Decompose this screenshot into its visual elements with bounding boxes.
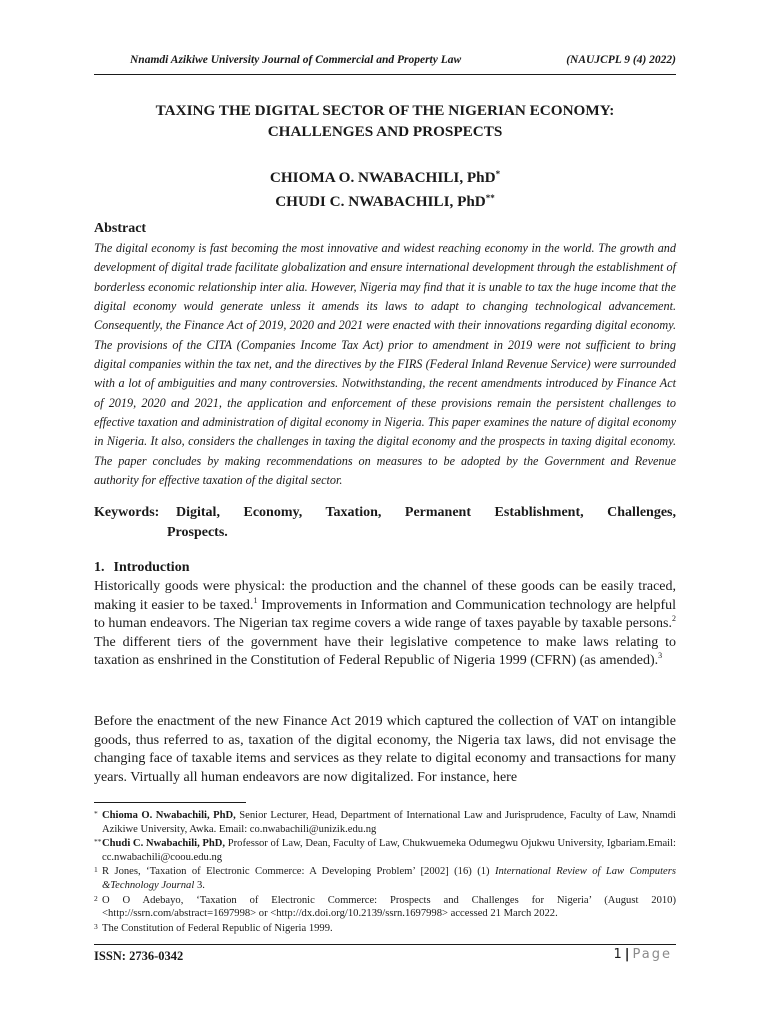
author-2 (94, 188, 676, 212)
footnote-journal-title: International Review of Law Computers &Technology Journal (102, 866, 676, 891)
abstract-heading: Abstract (94, 221, 147, 236)
footnote-1 (94, 865, 676, 892)
section-title: Introduction (113, 560, 190, 575)
section-number: 1. (94, 560, 105, 575)
footnote-bold: Chioma O. Nwabachili, PhD, (102, 810, 236, 821)
footnote-ref-1[interactable]: 1 (253, 595, 258, 605)
footnote-author-1 (94, 809, 676, 836)
introduction-paragraph-2: Before the enactment of the new Finance Act 2019 which captured the collection of VAT on intangible goods, thus referred to as, taxation of the digital economy, the Nigeria tax laws, did not envisage the changing face of taxable items and services as they relate to digital economy and transactions for many years. Virtually all human endeavors are now digitalized. For instance, here (94, 714, 676, 785)
footnote-ref-3[interactable]: 3 (658, 651, 663, 661)
keywords-label: Keywords: (94, 505, 160, 520)
footnote-3 (94, 922, 676, 936)
author-1-name: CHIOMA O. NWABACHILI, PhD (269, 169, 496, 186)
introduction-paragraph-1 (94, 578, 676, 671)
footnotes (94, 809, 676, 936)
footnote-2 (94, 894, 676, 921)
footnote-mark: 2 (94, 893, 98, 903)
keywords-line-1: Digital, Economy, Taxation, Permanent Establishment, Challenges, (176, 505, 676, 520)
abstract-text: The digital economy is fast becoming the most innovative and widest reaching economy in the world. The growth and development of digital trade facilitate globalization and ensure international development through the establishment of borderless economic relationship inter alia. However, Nigeria may find that it is unable to tax the huge income that the digital economy would generate unless it amends its laws to adapt to changing technological advancement. Consequently, the Finance Act of 2019, 2020 and 2021 were enacted with their innovations regarding digital economy. The provisions of the CITA (Companies Income Tax Act) prior to amendment in 2019 were not sufficient to bring digital companies within the tax net, and the directives by the FIRS (Federal Inland Revenue Service) were surrounded with a lot of ambiguities and many controversies. Notwithstanding, the recent amendments introduced by Finance Act of 2019, 2020 and 2021, the application and enforcement of these provisions remain the persistent challenges to effective taxation and administration of digital economy in Nigeria. This paper examines the nature of digital economy in Nigeria. It also, considers the challenges in taxing the digital economy and the prospects in taxing digital economy. The paper concludes by making recommendations on measures to be adopted by the Government and Revenue authority for effective taxation of the digital sector. (94, 241, 676, 488)
footnote-rule (94, 802, 246, 803)
footnote-mark: 1 (94, 865, 98, 875)
running-header (130, 54, 676, 74)
page-word: Page (632, 947, 672, 962)
footer-rule (94, 944, 676, 945)
footnote-text: Professor of Law, Dean, Faculty of Law, Chukwuemeka Odumegwu Ojukwu University, Igbariam.Email: cc.nwabachili@coou.edu.ng (102, 838, 676, 863)
journal-citation: (NAUJCPL 9 (4) 2022) (566, 54, 676, 66)
footnote-mark: ** (94, 837, 102, 847)
footnote-text: Senior Lecturer, Head, Department of International Law and Jurisprudence, Faculty of Law, Nnamdi Azikiwe University, Awka. Email: co.nwabachili@unizik.edu.ng (102, 810, 676, 835)
author-1 (94, 164, 676, 188)
page-separator: | (624, 947, 630, 962)
footnote-bold: Chudi C. Nwabachili, PhD, (102, 838, 226, 850)
header-rule (94, 74, 676, 75)
intro-p1-text-2: Improvements in Information and Communication technology are helpful to human endeavors. The Nigerian tax regime covers a wide range of taxes payable by taxable persons. (94, 597, 676, 632)
footnote-mark: 3 (94, 921, 98, 931)
title-line-2: CHALLENGES AND PROSPECTS (267, 123, 503, 140)
page-number: 1 (613, 947, 622, 962)
author-2-name: CHUDI C. NWABACHILI, PhD (275, 193, 486, 210)
paper-title (94, 100, 676, 142)
title-line-1: TAXING THE DIGITAL SECTOR OF THE NIGERIAN ECONOMY: (155, 102, 615, 119)
page-indicator (613, 947, 672, 962)
author-2-mark: ** (485, 193, 495, 203)
issn: ISSN: 2736-0342 (94, 949, 184, 963)
footnote-mark: * (94, 809, 98, 818)
footnote-author-2 (94, 837, 676, 864)
footnote-text: R Jones, ‘Taxation of Electronic Commerce: A Developing Problem’ [2002] (16) (1) (102, 866, 495, 878)
author-1-mark: * (495, 169, 501, 179)
keywords-line-2: Prospects. (167, 525, 228, 540)
section-heading-introduction (94, 560, 189, 576)
footnote-text: The Constitution of Federal Republic of Nigeria 1999. (102, 922, 333, 934)
intro-p1-text-3: The different tiers of the government have their legislative competence to make laws relating to taxation as enshrined in the Constitution of Federal Republic of Nigeria 1999 (CFRN) (as amended). (94, 634, 676, 669)
footnote-tail: 3. (194, 879, 205, 891)
intro-p1-text-1: Historically goods were physical: the production and the channel of these goods can be easily traced, making it easier to be taxed. (94, 579, 676, 613)
footnote-ref-2[interactable]: 2 (672, 614, 676, 624)
footnote-text: O O Adebayo, ‘Taxation of Electronic Commerce: Prospects and Challenges for Nigeria’ (August 2010) <http://ssrn.com/abstract=1697998> or <http://dx.doi.org/10.2139/ssrn.1697998> accessed 21 March 2022. (102, 894, 676, 920)
journal-name: Nnamdi Azikiwe University Journal of Commercial and Property Law (130, 54, 462, 66)
author-list (94, 164, 676, 212)
